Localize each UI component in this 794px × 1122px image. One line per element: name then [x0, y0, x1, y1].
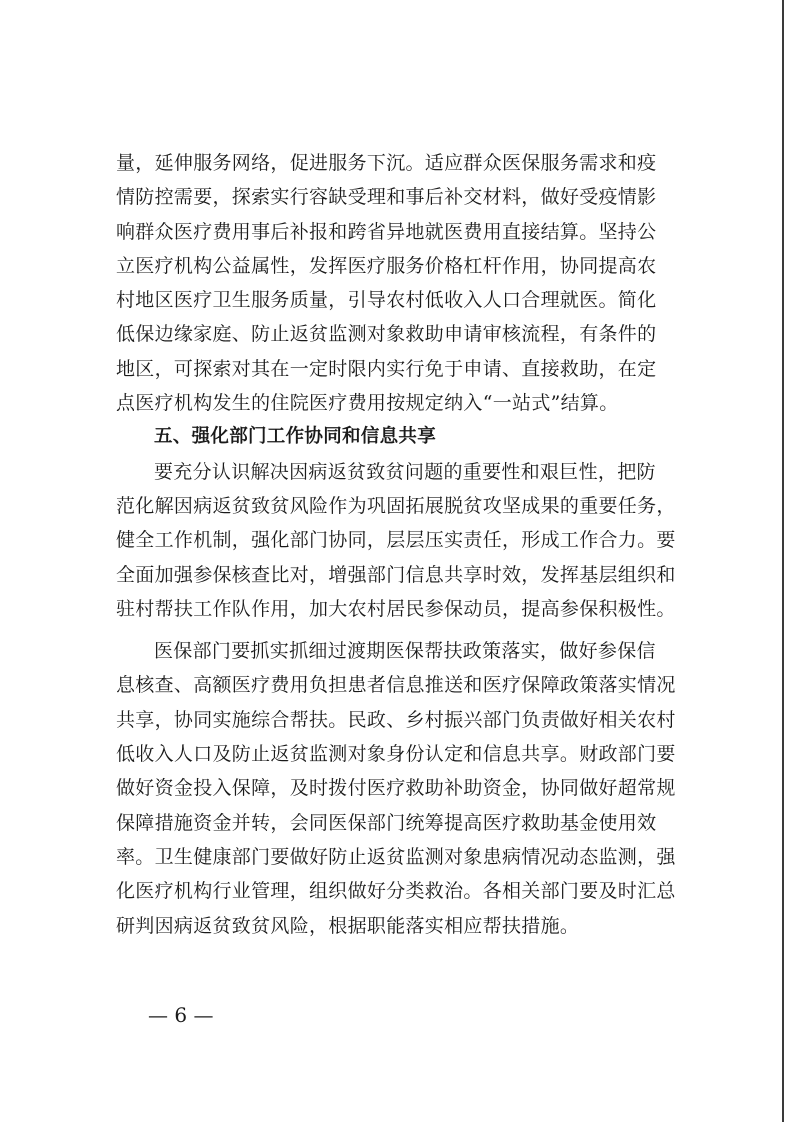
- text-line: 范化解因病返贫致贫风险作为巩固拓展脱贫攻坚成果的重要任务，: [116, 494, 676, 517]
- text-line: 地区，可探索对其在一定时限内实行免于申请、直接救助，在定: [116, 357, 657, 380]
- page-number: — 6 —: [148, 1003, 214, 1027]
- text-line: 共享，协同实施综合帮扶。民政、乡村振兴部门负责做好相关农村: [116, 708, 676, 731]
- paragraph-section-intro: [116, 455, 688, 626]
- text-line: 村地区医疗卫生服务质量，引导农村低收入人口合理就医。简化: [116, 289, 657, 312]
- paragraph-department-duties: [116, 634, 688, 943]
- text-line: 低保边缘家庭、防止返贫监测对象救助申请审核流程，有条件的: [116, 323, 657, 346]
- text-line: 驻村帮扶工作队作用，加大农村居民参保动员，提高参保积极性。: [116, 597, 676, 620]
- text-line: 率。卫生健康部门要做好防止返贫监测对象患病情况动态监测，强: [116, 845, 676, 868]
- text-line: 研判因病返贫致贫风险，根据职能落实相应帮扶措施。: [116, 914, 580, 937]
- text-line: 量，延伸服务网络，促进服务下沉。适应群众医保服务需求和疫: [116, 152, 657, 174]
- paragraph-gap: [116, 626, 688, 634]
- text-line: 立医疗机构公益属性，发挥医疗服务价格杠杆作用，协同提高农: [116, 254, 657, 277]
- document-body: [116, 146, 688, 943]
- text-line: 健全工作机制，强化部门协同，层层压实责任，形成工作合力。要: [116, 529, 676, 552]
- page-edge-line: [782, 0, 784, 1122]
- text-line: 响群众医疗费用事后补报和跨省异地就医费用直接结算。坚持公: [116, 220, 657, 243]
- text-line: 息核查、高额医疗费用负担患者信息推送和医疗保障政策落实情况: [116, 674, 676, 697]
- paragraph-continuation: [116, 146, 688, 420]
- text-line: 低收入人口及防止返贫监测对象身份认定和信息共享。财政部门要: [116, 743, 676, 766]
- text-line: 全面加强参保核查比对，增强部门信息共享时效，发挥基层组织和: [116, 563, 676, 586]
- text-line: 保障措施资金并转，会同医保部门统筹提高医疗救助基金使用效: [116, 811, 657, 834]
- text-line: 医保部门要抓实抓细过渡期医保帮扶政策落实，做好参保信: [154, 640, 656, 663]
- text-line: 要充分认识解决因病返贫致贫问题的重要性和艰巨性，把防: [154, 460, 656, 483]
- text-line: 点医疗机构发生的住院医疗费用按规定纳入“一站式”结算。: [116, 392, 619, 415]
- section-heading: 五、强化部门工作协同和信息共享: [154, 426, 437, 448]
- text-line: 做好资金投入保障，及时拨付医疗救助补助资金，协同做好超常规: [116, 777, 676, 800]
- text-line: 化医疗机构行业管理，组织做好分类救治。各相关部门要及时汇总: [116, 880, 676, 903]
- text-line: 情防控需要，探索实行容缺受理和事后补交材料，做好受疫情影: [116, 186, 657, 209]
